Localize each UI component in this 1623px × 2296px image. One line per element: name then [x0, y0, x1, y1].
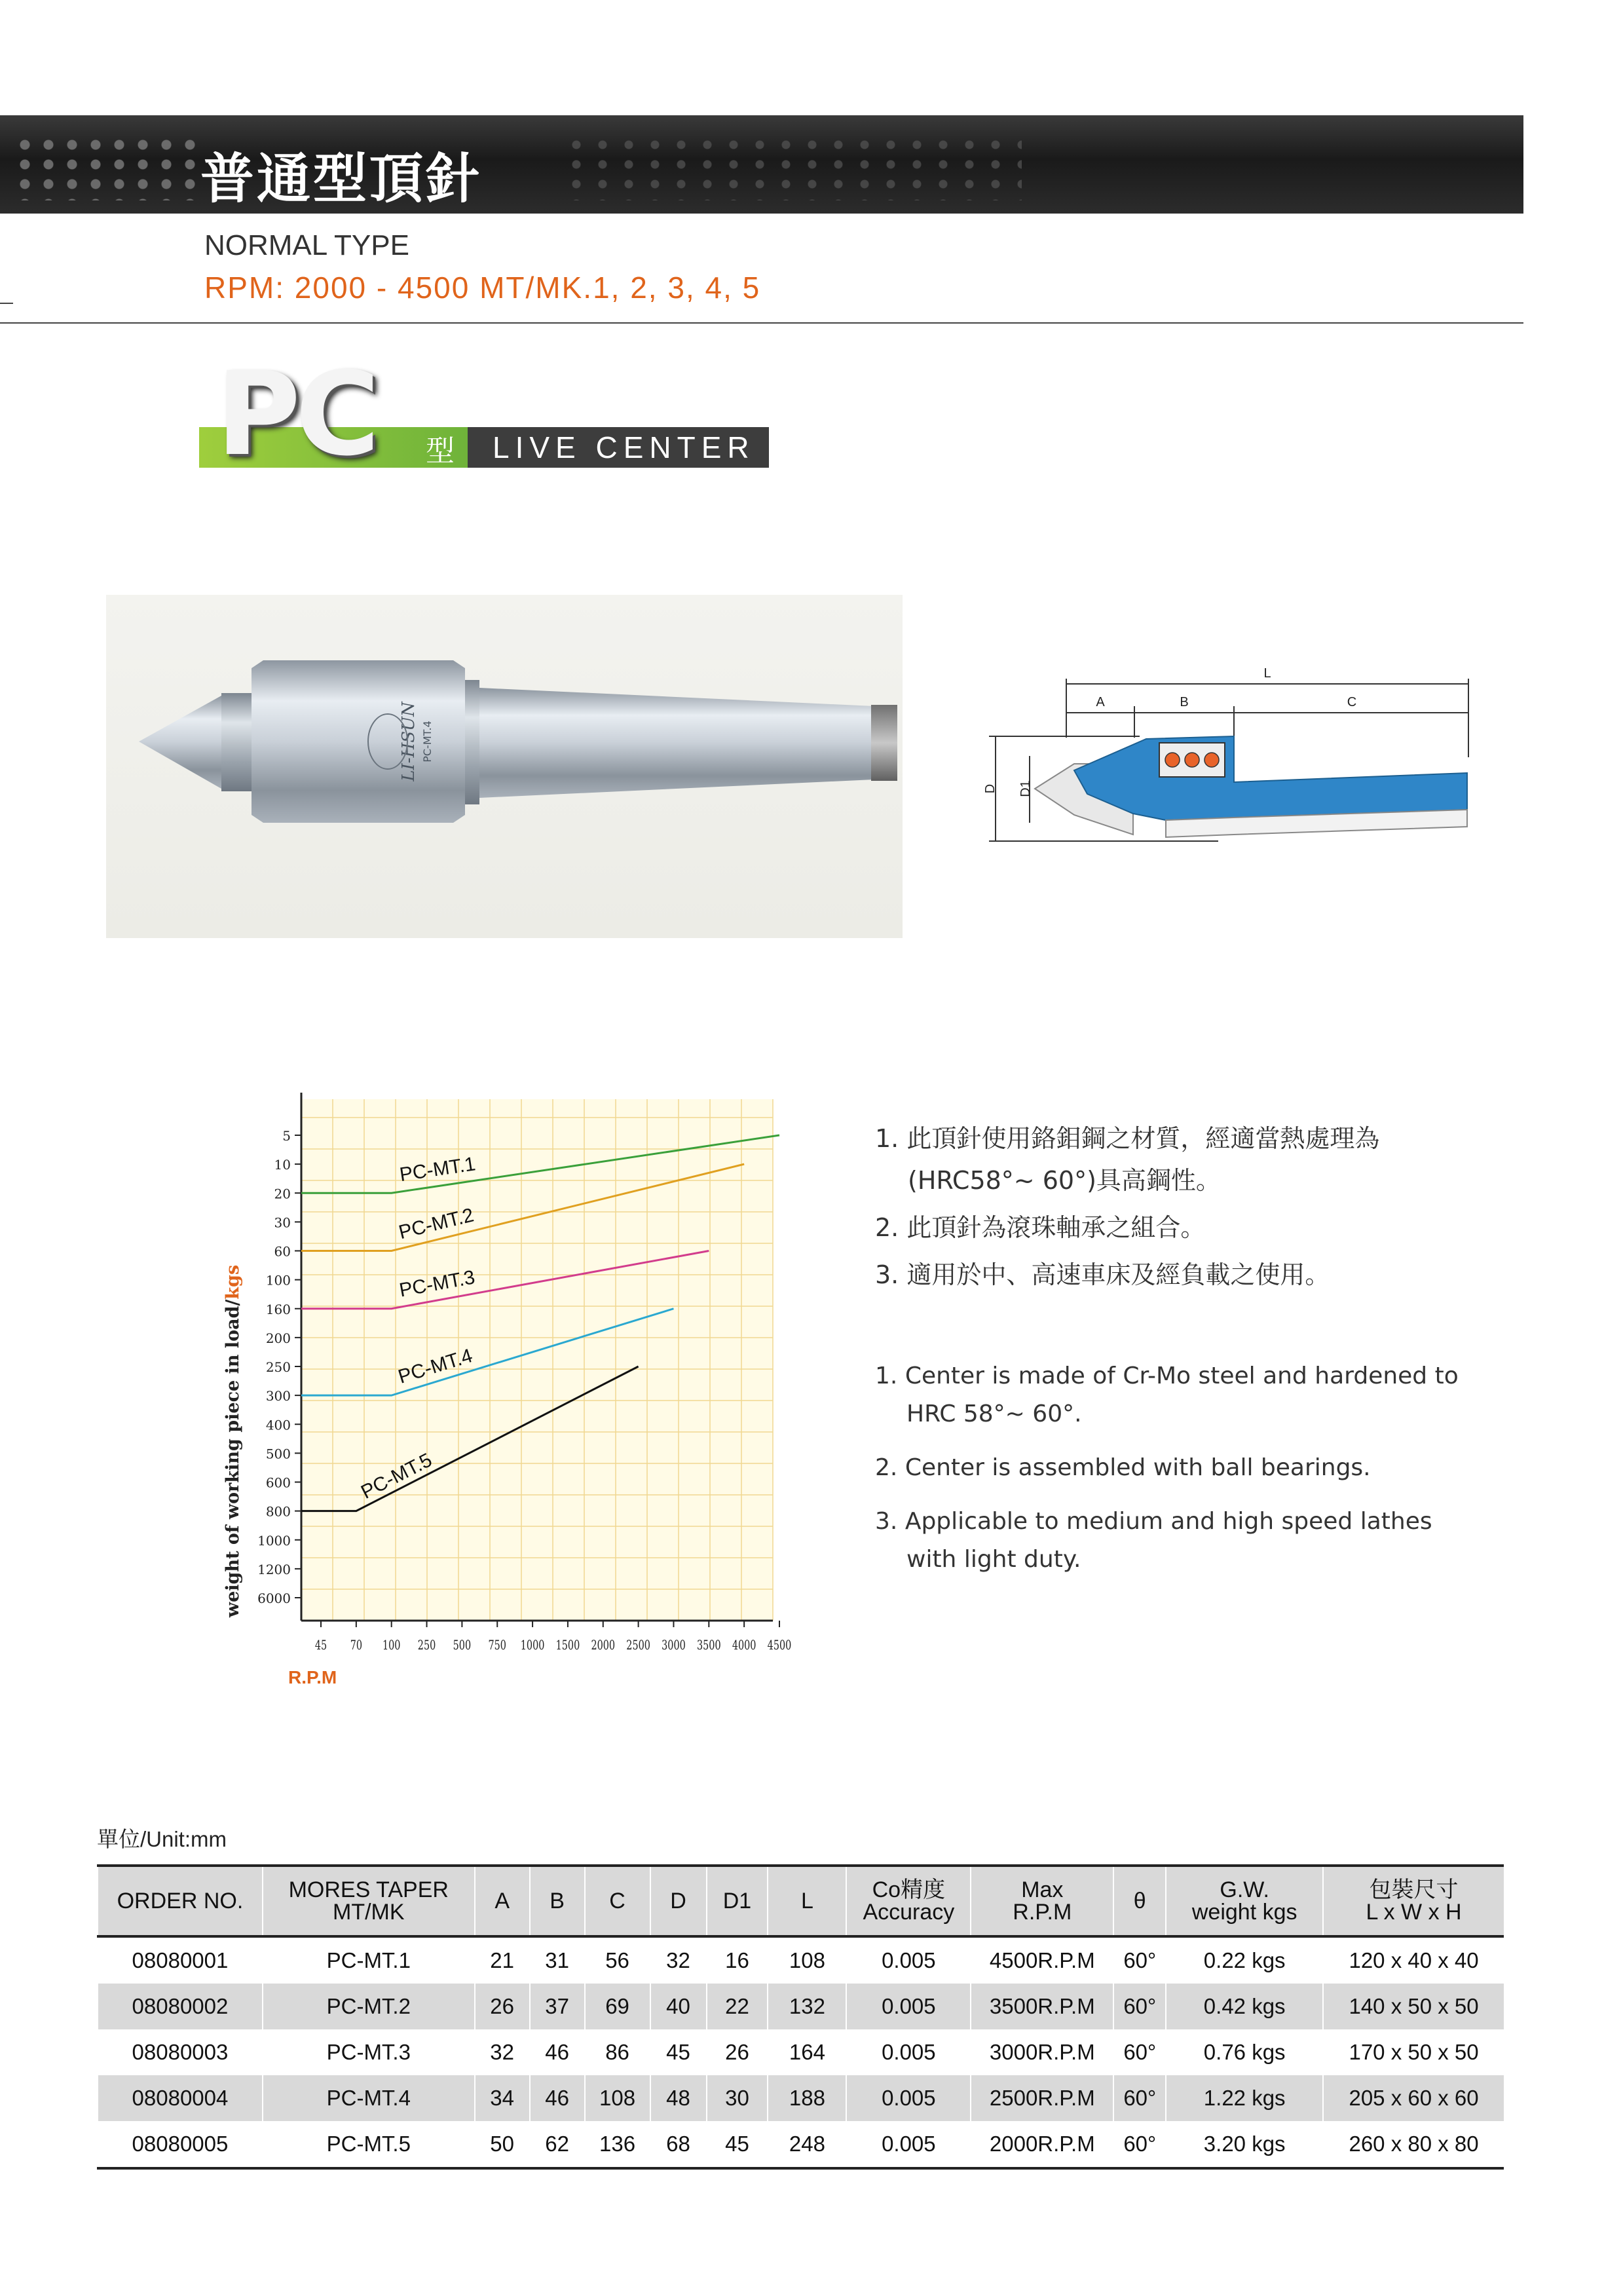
x-tick-label: 70 — [350, 1638, 363, 1653]
x-tick-label: 750 — [488, 1638, 506, 1653]
cell-theta: 60° — [1113, 2075, 1166, 2121]
note-number: 2. — [875, 1213, 899, 1242]
cell-taper: PC-MT.4 — [263, 2075, 475, 2121]
cell-max-rpm: 3000R.P.M — [971, 2029, 1113, 2075]
table-row — [98, 1984, 1504, 2029]
x-tick-label: 45 — [314, 1638, 327, 1653]
cell-c: 108 — [585, 2075, 650, 2121]
cell-order-no: 08080005 — [98, 2121, 263, 2168]
col-c: C — [585, 1866, 650, 1936]
cell-theta: 60° — [1113, 1984, 1166, 2029]
chart-grid — [301, 1099, 773, 1621]
cell-accuracy: 0.005 — [846, 2121, 971, 2168]
cross-section-diagram — [969, 666, 1480, 862]
svg-text:LI-HSUN: LI-HSUN — [399, 702, 419, 781]
table-row — [98, 2121, 1504, 2168]
note-zh-1 — [875, 1118, 1379, 1159]
cell-b: 37 — [530, 1984, 585, 2029]
logo-type-char: 型 — [426, 435, 455, 467]
y-tick-label: 30 — [274, 1214, 291, 1231]
note-number: 1. — [875, 1124, 899, 1153]
x-tick-label: 1500 — [555, 1638, 580, 1653]
cell-d1: 26 — [707, 2029, 768, 2075]
cell-l: 132 — [768, 1984, 846, 2029]
note-zh-2 — [875, 1207, 1379, 1249]
cell-theta: 60° — [1113, 1936, 1166, 1984]
note-zh-3 — [875, 1254, 1379, 1296]
y-tick-label: 5 — [282, 1128, 291, 1144]
note-text: Applicable to medium and high speed lathes — [905, 1508, 1432, 1535]
y-tick-label: 20 — [274, 1186, 291, 1202]
col-l: L — [768, 1866, 846, 1936]
diagram-body-section — [1074, 736, 1467, 820]
cell-d: 48 — [650, 2075, 707, 2121]
col-order-no: ORDER NO. — [98, 1866, 263, 1936]
dim-a-label: A — [1096, 695, 1105, 709]
cell-b: 46 — [530, 2075, 585, 2121]
cell-d: 32 — [650, 1936, 707, 1984]
y-tick-label: 500 — [265, 1446, 291, 1462]
cell-d1: 22 — [707, 1984, 768, 2029]
note-text: 此頂針為滾珠軸承之組合。 — [906, 1213, 1206, 1242]
logo-caption: LIVE CENTER — [493, 430, 755, 464]
cell-package: 140 x 50 x 50 — [1323, 1984, 1504, 2029]
cell-package: 120 x 40 x 40 — [1323, 1936, 1504, 1984]
cell-c: 56 — [585, 1936, 650, 1984]
y-tick-label: 60 — [274, 1243, 291, 1260]
table-header-row — [98, 1866, 1504, 1936]
cell-order-no: 08080002 — [98, 1984, 263, 2029]
note-number: 2. — [875, 1454, 898, 1481]
product-subtitle: NORMAL TYPE — [204, 229, 409, 261]
x-tick-label: 4000 — [732, 1638, 756, 1653]
cell-order-no: 08080001 — [98, 1936, 263, 1984]
cell-max-rpm: 4500R.P.M — [971, 1936, 1113, 1984]
note-en-3-cont — [875, 1541, 1459, 1579]
series-label: PC-MT.1 — [398, 1153, 477, 1186]
cell-max-rpm: 3500R.P.M — [971, 1984, 1113, 2029]
y-tick-label: 1000 — [257, 1532, 291, 1549]
note-text: with light duty. — [906, 1546, 1081, 1573]
cell-taper: PC-MT.5 — [263, 2121, 475, 2168]
table-row — [98, 2029, 1504, 2075]
cell-b: 46 — [530, 2029, 585, 2075]
series-label: PC-MT.4 — [396, 1344, 476, 1388]
table-row — [98, 2075, 1504, 2121]
product-photo — [106, 595, 903, 938]
x-tick-label: 2000 — [591, 1638, 616, 1653]
dim-c-label: C — [1347, 695, 1357, 709]
y-tick-labels — [257, 1128, 301, 1606]
note-text: 此頂針使用鉻鉬鋼之材質，經適當熱處理為 — [906, 1124, 1380, 1153]
banner-dot-pattern-right — [563, 135, 1022, 200]
y-axis-unit: kgs — [223, 1264, 243, 1300]
cell-package: 205 x 60 x 60 — [1323, 2075, 1504, 2121]
cell-b: 62 — [530, 2121, 585, 2168]
cell-weight: 1.22 kgs — [1166, 2075, 1323, 2121]
note-en-1 — [875, 1357, 1459, 1395]
cell-d: 45 — [650, 2029, 707, 2075]
dim-d1-label: D1 — [1018, 780, 1033, 797]
cell-d: 40 — [650, 1984, 707, 2029]
cell-d: 68 — [650, 2121, 707, 2168]
cell-max-rpm: 2000R.P.M — [971, 2121, 1113, 2168]
cell-taper: PC-MT.2 — [263, 1984, 475, 2029]
cell-l: 248 — [768, 2121, 846, 2168]
load-rpm-chart — [216, 1074, 806, 1664]
y-tick-label: 200 — [265, 1330, 291, 1346]
col-d: D — [650, 1866, 707, 1936]
cell-d1: 30 — [707, 2075, 768, 2121]
x-tick-label: 250 — [417, 1638, 436, 1653]
notes-en — [875, 1357, 1459, 1579]
x-tick-label: 3000 — [662, 1638, 686, 1653]
cell-a: 21 — [475, 1936, 530, 1984]
y-tick-label: 400 — [265, 1417, 291, 1433]
y-tick-label: 800 — [265, 1503, 291, 1520]
spec-table — [97, 1864, 1504, 2170]
note-number: 1. — [875, 1363, 898, 1389]
cell-a: 32 — [475, 2029, 530, 2075]
cell-taper: PC-MT.3 — [263, 2029, 475, 2075]
dim-b-label: B — [1180, 695, 1189, 709]
cell-b: 31 — [530, 1936, 585, 1984]
rpm-range: RPM: 2000 - 4500 MT/MK.1, 2, 3, 4, 5 — [204, 271, 761, 305]
cell-c: 86 — [585, 2029, 650, 2075]
col-theta: θ — [1113, 1866, 1166, 1936]
cell-theta: 60° — [1113, 2029, 1166, 2075]
cell-accuracy: 0.005 — [846, 1936, 971, 1984]
note-number: 3. — [875, 1508, 898, 1535]
cell-a: 26 — [475, 1984, 530, 2029]
y-tick-label: 100 — [265, 1272, 291, 1289]
cell-order-no: 08080003 — [98, 2029, 263, 2075]
y-tick-label: 250 — [265, 1359, 291, 1375]
tip-collar — [221, 693, 252, 791]
cell-weight: 3.20 kgs — [1166, 2121, 1323, 2168]
cell-d1: 45 — [707, 2121, 768, 2168]
note-text: Center is made of Cr-Mo steel and hardened to — [905, 1363, 1459, 1389]
y-tick-label: 300 — [265, 1388, 291, 1404]
page-title: 普通型頂針 — [200, 148, 483, 210]
y-tick-label: 1200 — [257, 1561, 291, 1577]
cell-package: 170 x 50 x 50 — [1323, 2029, 1504, 2075]
y-tick-label: 10 — [274, 1157, 291, 1173]
y-axis-title: weight of working piece in load/ — [223, 1299, 243, 1618]
cell-weight: 0.42 kgs — [1166, 1984, 1323, 2029]
col-weight: G.W. weight kgs — [1166, 1866, 1323, 1936]
col-max-rpm: Max R.P.M — [971, 1866, 1113, 1936]
x-tick-label: 4500 — [767, 1638, 792, 1653]
col-accuracy: Co精度 Accuracy — [846, 1866, 971, 1936]
svg-text:weight of working piece in loa — [223, 1265, 243, 1618]
ball-bearing-icon — [1165, 753, 1180, 767]
taper-shank — [479, 688, 874, 798]
cell-d1: 16 — [707, 1936, 768, 1984]
cell-accuracy: 0.005 — [846, 2075, 971, 2121]
cell-accuracy: 0.005 — [846, 1984, 971, 2029]
note-en-2 — [875, 1449, 1459, 1487]
y-axis-label — [223, 1265, 243, 1618]
x-tick-label: 1000 — [520, 1638, 545, 1653]
ball-bearing-icon — [1185, 753, 1199, 767]
y-tick-label: 6000 — [257, 1590, 291, 1606]
dim-d-label: D — [983, 783, 998, 794]
y-tick-label: 160 — [265, 1301, 291, 1317]
col-d1: D1 — [707, 1866, 768, 1936]
note-text: HRC 58°~ 60°. — [906, 1401, 1082, 1427]
table-row — [98, 1936, 1504, 1984]
note-text: (HRC58°~ 60°)具高鋼性。 — [908, 1166, 1221, 1195]
notes-zh — [875, 1118, 1379, 1296]
series-label: PC-MT.3 — [398, 1266, 477, 1302]
col-b: B — [530, 1866, 585, 1936]
cell-c: 69 — [585, 1984, 650, 2029]
cell-l: 108 — [768, 1936, 846, 1984]
cell-l: 164 — [768, 2029, 846, 2075]
logo-pc-letters: PC — [216, 347, 375, 481]
cell-taper: PC-MT.1 — [263, 1936, 475, 1984]
live-center-illustration — [106, 595, 903, 938]
cell-order-no: 08080004 — [98, 2075, 263, 2121]
x-tick-label: 500 — [453, 1638, 472, 1653]
shank-end — [871, 705, 897, 781]
note-text: Center is assembled with ball bearings. — [905, 1454, 1371, 1481]
cell-a: 50 — [475, 2121, 530, 2168]
y-tick-label: 600 — [265, 1475, 291, 1491]
banner-dot-pattern — [13, 135, 196, 200]
svg-text:PC-MT.4: PC-MT.4 — [421, 721, 434, 762]
cell-weight: 0.76 kgs — [1166, 2029, 1323, 2075]
cell-a: 34 — [475, 2075, 530, 2121]
note-text: 適用於中、高速車床及經負載之使用。 — [906, 1260, 1330, 1289]
cell-accuracy: 0.005 — [846, 2029, 971, 2075]
header-divider — [0, 322, 1523, 324]
dim-l-label: L — [1263, 666, 1271, 681]
cell-weight: 0.22 kgs — [1166, 1936, 1323, 1984]
note-en-1-cont — [875, 1395, 1459, 1433]
center-tip — [139, 696, 221, 789]
margin-tick — [0, 303, 13, 304]
note-zh-1-cont — [875, 1159, 1379, 1201]
x-tick-label: 100 — [382, 1638, 401, 1653]
ball-bearing-icon — [1204, 753, 1219, 767]
unit-label: 單位/Unit:mm — [97, 1827, 227, 1851]
series-label: PC-MT.2 — [396, 1204, 476, 1244]
cell-package: 260 x 80 x 80 — [1323, 2121, 1504, 2168]
col-package: 包裝尺寸 L x W x H — [1323, 1866, 1504, 1936]
note-number: 3. — [875, 1260, 899, 1289]
series-label: PC-MT.5 — [357, 1449, 436, 1503]
note-en-3 — [875, 1503, 1459, 1541]
cell-l: 188 — [768, 2075, 846, 2121]
col-taper: MORES TAPER MT/MK — [263, 1866, 475, 1936]
cell-theta: 60° — [1113, 2121, 1166, 2168]
cell-max-rpm: 2500R.P.M — [971, 2075, 1113, 2121]
housing-shoulder — [465, 680, 479, 804]
col-a: A — [475, 1866, 530, 1936]
x-axis-label: R.P.M — [288, 1667, 337, 1687]
x-tick-labels — [315, 1621, 791, 1653]
plot-background — [301, 1099, 773, 1621]
x-tick-label: 3500 — [696, 1638, 721, 1653]
cell-c: 136 — [585, 2121, 650, 2168]
x-tick-label: 2500 — [626, 1638, 650, 1653]
